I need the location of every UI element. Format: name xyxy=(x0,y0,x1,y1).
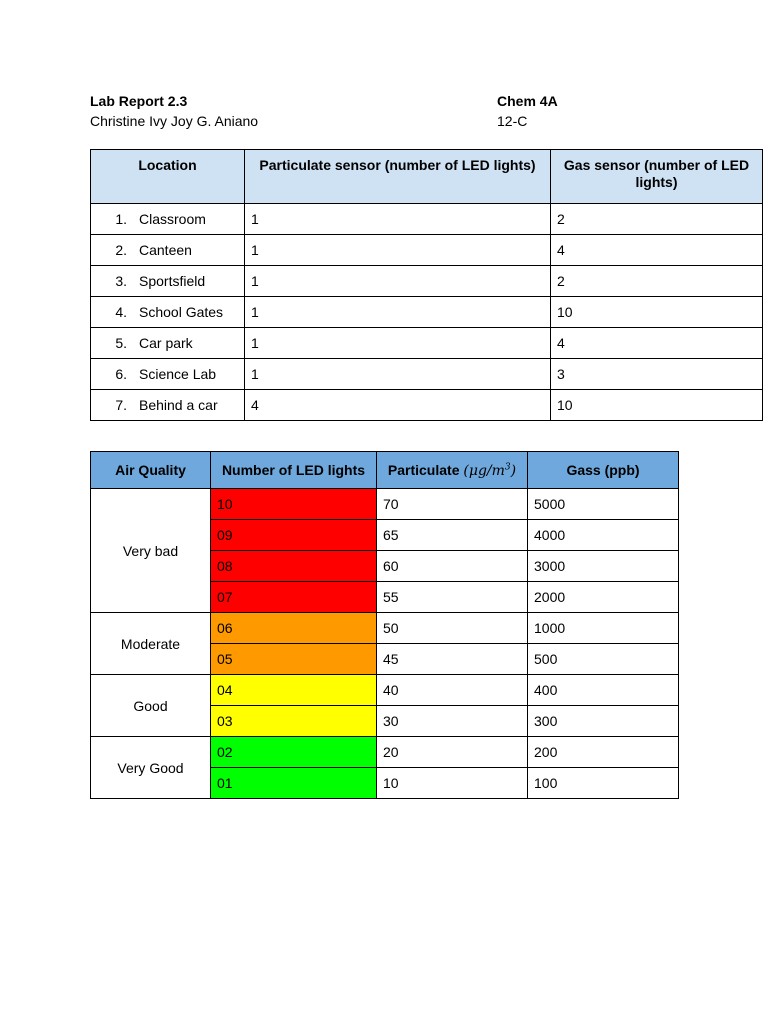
sensor-readings-table xyxy=(90,149,763,421)
led-count-cell: 03 xyxy=(211,706,377,737)
location-name: Canteen xyxy=(139,242,192,258)
gas-value: 4000 xyxy=(528,520,679,551)
location-cell xyxy=(91,235,245,266)
particulate-cell: 1 xyxy=(245,204,551,235)
gas-value: 300 xyxy=(528,706,679,737)
gas-value: 400 xyxy=(528,675,679,706)
gas-value: 100 xyxy=(528,768,679,799)
particulate-cell: 1 xyxy=(245,297,551,328)
particulate-label: Particulate xyxy=(387,461,460,478)
gas-cell: 10 xyxy=(551,297,763,328)
particulate-value: 60 xyxy=(377,551,528,582)
location-name: Car park xyxy=(139,335,193,351)
gas-cell: 3 xyxy=(551,359,763,390)
particulate-value: 40 xyxy=(377,675,528,706)
location-name: Sportsfield xyxy=(139,273,206,289)
table-row xyxy=(91,235,763,266)
particulate-value: 70 xyxy=(377,489,528,520)
table-row xyxy=(91,266,763,297)
location-cell xyxy=(91,390,245,421)
gas-value: 200 xyxy=(528,737,679,768)
table-row xyxy=(91,390,763,421)
led-count-cell: 09 xyxy=(211,520,377,551)
air-quality-scale-table xyxy=(90,451,679,799)
led-count-cell: 01 xyxy=(211,768,377,799)
author-name: Christine Ivy Joy G. Aniano xyxy=(90,113,259,129)
led-count-cell: 10 xyxy=(211,489,377,520)
particulate-value: 65 xyxy=(377,520,528,551)
header-particulate-sensor: Particulate sensor (number of LED lights) xyxy=(245,150,551,204)
header-gas-ppb: Gass (ppb) xyxy=(528,452,679,489)
header-gas-sensor: Gas sensor (number of LED lights) xyxy=(551,150,763,204)
air-quality-good: Good xyxy=(91,675,211,737)
list-number: 1. xyxy=(115,211,127,227)
particulate-cell: 1 xyxy=(245,359,551,390)
particulate-unit: $(\mu g/m^3)$ xyxy=(463,461,517,479)
table-header-row xyxy=(91,150,763,204)
header-location: Location xyxy=(91,150,245,204)
table-row xyxy=(91,359,763,390)
gas-cell: 4 xyxy=(551,235,763,266)
table-row xyxy=(91,489,679,520)
air-quality-moderate: Moderate xyxy=(91,613,211,675)
location-name: Classroom xyxy=(139,211,206,227)
location-cell xyxy=(91,297,245,328)
list-number: 2. xyxy=(115,242,127,258)
location-name: School Gates xyxy=(139,304,224,320)
table-header-row xyxy=(91,452,679,489)
particulate-value: 30 xyxy=(377,706,528,737)
gas-cell: 10 xyxy=(551,390,763,421)
header-particulate xyxy=(377,452,528,489)
gas-value: 1000 xyxy=(528,613,679,644)
particulate-cell: 1 xyxy=(245,235,551,266)
gas-cell: 2 xyxy=(551,204,763,235)
gas-cell: 2 xyxy=(551,266,763,297)
table-row xyxy=(91,675,679,706)
table-row xyxy=(91,328,763,359)
list-number: 4. xyxy=(115,304,127,320)
particulate-value: 10 xyxy=(377,768,528,799)
table-row xyxy=(91,204,763,235)
gas-value: 5000 xyxy=(528,489,679,520)
header-led-lights: Number of LED lights xyxy=(211,452,377,489)
gas-cell: 4 xyxy=(551,328,763,359)
table-row xyxy=(91,613,679,644)
table-row xyxy=(91,297,763,328)
particulate-cell: 1 xyxy=(245,328,551,359)
particulate-value: 55 xyxy=(377,582,528,613)
list-number: 5. xyxy=(115,335,127,351)
list-number: 7. xyxy=(115,397,127,413)
location-cell xyxy=(91,359,245,390)
led-count-cell: 06 xyxy=(211,613,377,644)
location-cell xyxy=(91,328,245,359)
course-name: Chem 4A xyxy=(497,93,558,109)
air-quality-very-good: Very Good xyxy=(91,737,211,799)
header-air-quality: Air Quality xyxy=(91,452,211,489)
air-quality-very-bad: Very bad xyxy=(91,489,211,613)
location-cell xyxy=(91,204,245,235)
table-row xyxy=(91,737,679,768)
led-count-cell: 07 xyxy=(211,582,377,613)
list-number: 6. xyxy=(115,366,127,382)
location-cell xyxy=(91,266,245,297)
location-name: Behind a car xyxy=(139,397,218,413)
particulate-value: 20 xyxy=(377,737,528,768)
particulate-value: 50 xyxy=(377,613,528,644)
gas-value: 3000 xyxy=(528,551,679,582)
particulate-value: 45 xyxy=(377,644,528,675)
particulate-cell: 4 xyxy=(245,390,551,421)
list-number: 3. xyxy=(115,273,127,289)
led-count-cell: 02 xyxy=(211,737,377,768)
particulate-cell: 1 xyxy=(245,266,551,297)
location-name: Science Lab xyxy=(139,366,217,382)
led-count-cell: 04 xyxy=(211,675,377,706)
section-name: 12-C xyxy=(497,113,528,129)
gas-value: 2000 xyxy=(528,582,679,613)
led-count-cell: 05 xyxy=(211,644,377,675)
gas-value: 500 xyxy=(528,644,679,675)
report-title: Lab Report 2.3 xyxy=(90,93,188,109)
led-count-cell: 08 xyxy=(211,551,377,582)
